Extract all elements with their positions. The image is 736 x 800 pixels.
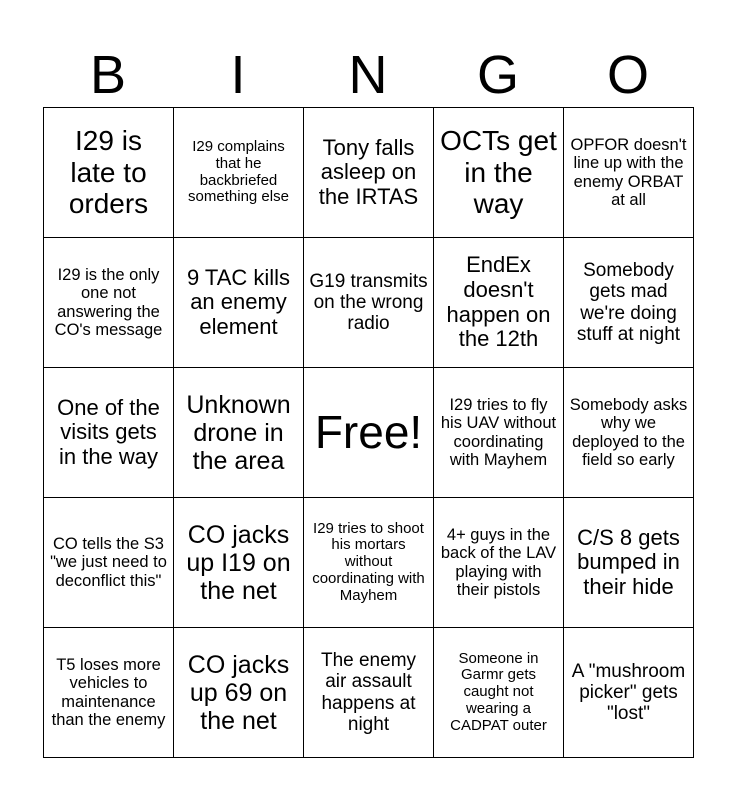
header-letter-i: I xyxy=(230,45,246,105)
bingo-cell[interactable]: Somebody gets mad we're doing stuff at night xyxy=(564,238,694,368)
bingo-cell[interactable]: CO jacks up 69 on the net xyxy=(174,628,304,758)
bingo-cell[interactable]: I29 tries to fly his UAV without coordinating with Mayhem xyxy=(434,368,564,498)
bingo-cell[interactable]: I29 complains that he backbriefed something else xyxy=(174,108,304,238)
bingo-cell[interactable]: Tony falls asleep on the IRTAS xyxy=(304,108,434,238)
bingo-cell[interactable]: I29 is the only one not answering the CO's message xyxy=(44,238,174,368)
header-letter-o: O xyxy=(606,45,649,105)
bingo-cell[interactable]: I29 is late to orders xyxy=(44,108,174,238)
board-row xyxy=(44,628,694,758)
bingo-cell[interactable]: The enemy air assault happens at night xyxy=(304,628,434,758)
bingo-cell[interactable]: CO tells the S3 "we just need to deconflict this" xyxy=(44,498,174,628)
bingo-cell[interactable]: CO jacks up I19 on the net xyxy=(174,498,304,628)
board-row xyxy=(44,108,694,238)
bingo-cell[interactable]: 9 TAC kills an enemy element xyxy=(174,238,304,368)
header-letter-b: B xyxy=(89,45,127,105)
bingo-cell[interactable]: One of the visits gets in the way xyxy=(44,368,174,498)
header-letter-n: N xyxy=(348,45,388,105)
bingo-board xyxy=(43,107,694,758)
bingo-cell[interactable]: T5 loses more vehicles to maintenance than the enemy xyxy=(44,628,174,758)
bingo-cell[interactable]: Somebody asks why we deployed to the field so early xyxy=(564,368,694,498)
board-row xyxy=(44,368,694,498)
bingo-cell[interactable]: OPFOR doesn't line up with the enemy ORBAT at all xyxy=(564,108,694,238)
bingo-cell[interactable]: Someone in Garmr gets caught not wearing a CADPAT outer xyxy=(434,628,564,758)
free-space-cell[interactable]: Free! xyxy=(304,368,434,498)
bingo-cell[interactable]: C/S 8 gets bumped in their hide xyxy=(564,498,694,628)
header-letter-g: G xyxy=(476,45,519,105)
bingo-cell[interactable]: A "mushroom picker" gets "lost" xyxy=(564,628,694,758)
bingo-header xyxy=(43,42,693,108)
bingo-cell[interactable]: I29 tries to shoot his mortars without coordinating with Mayhem xyxy=(304,498,434,628)
bingo-cell[interactable]: EndEx doesn't happen on the 12th xyxy=(434,238,564,368)
board-row xyxy=(44,238,694,368)
board-row xyxy=(44,498,694,628)
bingo-cell[interactable]: 4+ guys in the back of the LAV playing with their pistols xyxy=(434,498,564,628)
bingo-cell[interactable]: Unknown drone in the area xyxy=(174,368,304,498)
bingo-cell[interactable]: G19 transmits on the wrong radio xyxy=(304,238,434,368)
bingo-cell[interactable]: OCTs get in the way xyxy=(434,108,564,238)
